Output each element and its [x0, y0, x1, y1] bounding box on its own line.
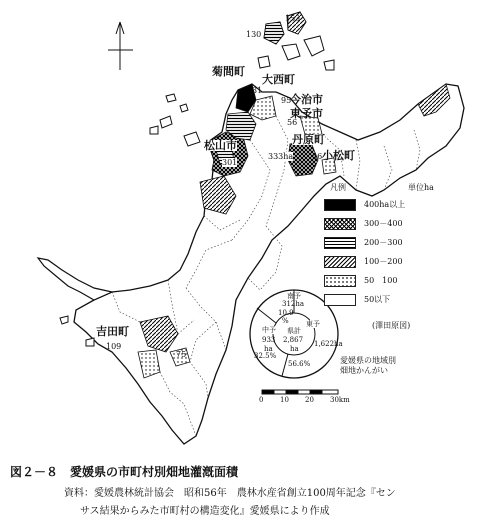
pie-pct-east: 56.6% [288, 360, 311, 368]
legend-row-100-200 [324, 254, 474, 270]
scale-tick-10: 10 [280, 396, 289, 404]
legend-swatch-blank [324, 294, 356, 306]
value-46: 46 [312, 152, 323, 161]
place-label-imabari: 今治市 [290, 93, 323, 106]
scale-bar [262, 390, 338, 394]
legend-row-200-300 [324, 235, 474, 251]
scale-tick-30: 30km [330, 396, 350, 404]
legend-unit: 単位ha [408, 183, 434, 192]
pie-label-center: 中予 [262, 326, 276, 334]
map-credit: (澤田原図) [372, 321, 411, 330]
sadamisaki-peninsula [38, 258, 112, 300]
legend-label: 100－200 [364, 257, 403, 266]
place-label-matsuyama: 松山市 [204, 139, 237, 152]
pie-caption: 愛媛県の地域別 畑地かんがい [340, 356, 396, 375]
legend-label: 300－400 [364, 219, 403, 228]
source-line-2: サス結果からみた市町村の構造変化』愛媛県により作成 [80, 506, 330, 517]
value-31: 31 [252, 86, 263, 95]
figure-caption: 図２－８ 愛媛県の市町村別畑地灌漑面積 [10, 465, 239, 479]
legend-row-300-400 [324, 216, 474, 232]
value-333: 333ha [268, 152, 294, 161]
legend-swatch-cross [324, 218, 356, 230]
pie-label-south: 南予 [287, 292, 301, 300]
pie-pct-south: 10.9 [278, 309, 294, 317]
place-label-toyo: 東予市 [290, 107, 323, 120]
pie-value-total: 2,867 [283, 336, 304, 344]
legend-row-400-plus [324, 197, 474, 213]
value-130: 130 [246, 30, 262, 39]
pie-pct-center: 32.5% [254, 352, 277, 360]
legend-swatch-dots [324, 275, 356, 287]
source-line-1: 資料：愛媛農林統計協会 昭和56年 農林水産省創立100周年記念『セン [64, 488, 396, 499]
value-153: 153 [285, 14, 301, 23]
legend-row-50-below [324, 292, 474, 308]
place-label-kikuma: 菊間町 [212, 65, 245, 78]
pie-pct-south-unit: % [282, 317, 289, 325]
north-arrow-icon [108, 22, 133, 70]
legend-swatch-solid [324, 199, 356, 211]
place-label-yoshida: 吉田町 [96, 325, 129, 338]
legend-swatch-horizontal [324, 237, 356, 249]
place-label-tanbara: 丹原町 [292, 133, 325, 146]
pie-value-center: 933 [262, 336, 276, 344]
legend-label: 50以下 [364, 295, 391, 304]
legend-label: 50 100 [364, 276, 398, 285]
value-95: 95 [281, 96, 292, 105]
legend-row-50-100 [324, 273, 474, 289]
pie-value-east: 1,622ha [314, 340, 343, 348]
legend-label: 200－300 [364, 238, 403, 247]
scale-tick-0: 0 [259, 396, 264, 404]
place-label-komatsu: 小松町 [322, 149, 355, 162]
legend-title: 凡例 [330, 183, 346, 192]
island-130-area [264, 22, 284, 44]
value-109: 109 [106, 342, 122, 351]
value-75: 75 [176, 350, 187, 359]
legend-swatch-diagonal [324, 256, 356, 268]
scale-tick-20: 20 [305, 396, 314, 404]
pie-label-total: 県計 [287, 327, 301, 335]
pie-label-east: 東予 [306, 320, 320, 328]
pie-value-south: 312ha [282, 300, 305, 308]
pie-unit-total: ha [290, 345, 299, 353]
value-56: 56 [287, 118, 298, 127]
legend-label: 400ha以上 [364, 200, 406, 209]
pie-unit-center: ha [264, 345, 273, 353]
value-301: 301 [222, 158, 238, 167]
place-label-onishi: 大西町 [262, 73, 295, 86]
